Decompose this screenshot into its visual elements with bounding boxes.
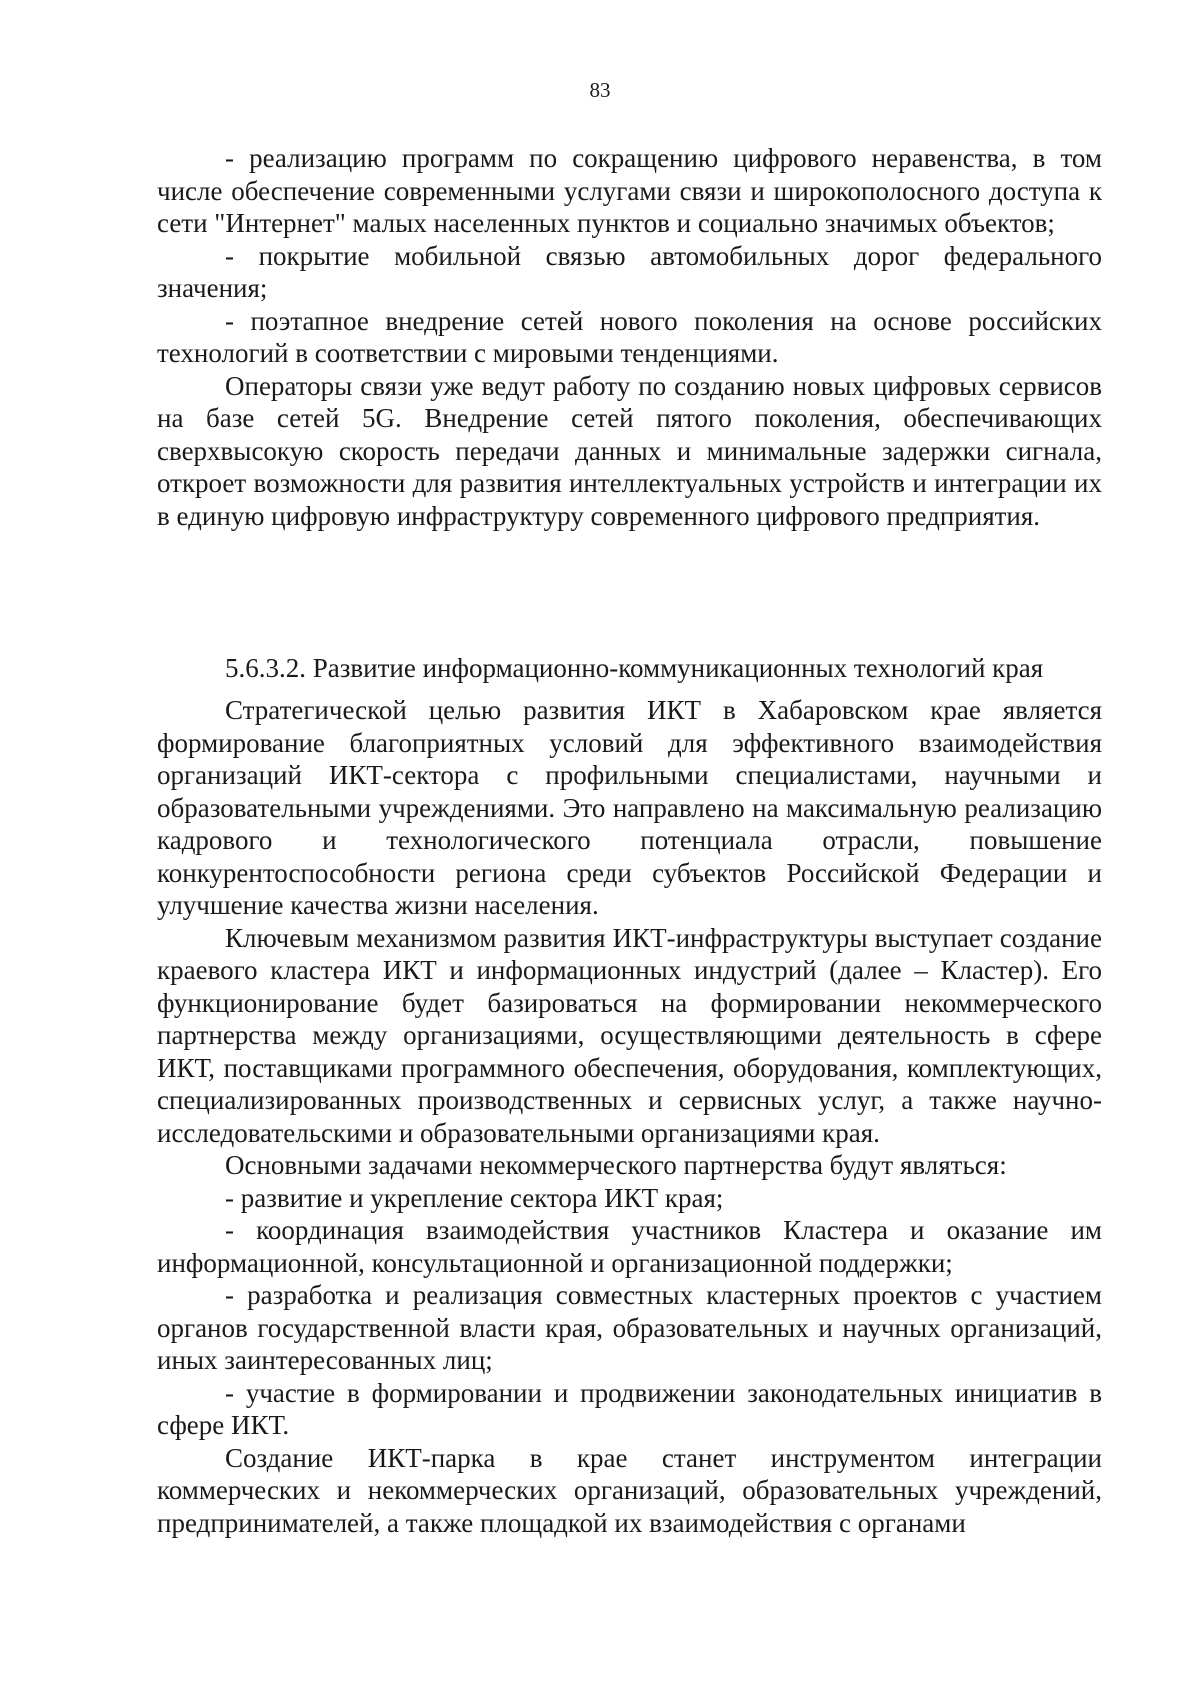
paragraph-5g-operators: Операторы связи уже ведут работу по созданию новых цифровых сервисов на базе сетей 5G. Внедрение сетей пятого поколения, обеспечивающих сверхвысокую скорость передачи данных и минимальные задержки сигнала, откроет возможности для развития интеллектуальных устройств и интеграции их в единую цифровую инфраструктуру современного цифрового предприятия.	[157, 370, 1102, 531]
paragraph-cluster-mechanism: Ключевым механизмом развития ИКТ-инфраструктуры выступает создание краевого кластера ИКТ и информационных индустрий (далее – Кластер). Его функционирование будет базироваться на формировании некоммерческого партнерства между организациями, осуществляющими деятельность в сфере ИКТ, поставщиками программного обеспечения, оборудования, комплектующих, специализированных производственных и сервисных услуг, а также научно-исследовательскими и образовательными организациями края.	[157, 922, 1102, 1148]
paragraph-new-generation-networks: - поэтапное внедрение сетей нового поколения на основе российских технологий в соответствии с мировыми тенденциями.	[157, 305, 1102, 368]
list-item-coordination: - координация взаимодействия участников Кластера и оказание им информационной, консультационной и организационной поддержки;	[157, 1215, 1102, 1278]
paragraph-strategic-goal: Стратегической целью развития ИКТ в Хабаровском крае является формирование благоприятных условий для эффективного взаимодействия организаций ИКТ-сектора с профильными специалистами, научными и образовательными учреждениями. Это направлено на максимальную реализацию кадрового и технологического потенциала отрасли, повышение конкурентоспособности региона среди субъектов Российской Федерации и улучшение качества жизни населения.	[157, 695, 1102, 920]
text-block-ict-development	[157, 694, 1102, 1539]
section-heading: 5.6.3.2. Развитие информационно-коммуникационных технологий края	[225, 653, 1044, 683]
list-item-legislative-initiatives: - участие в формировании и продвижении законодательных инициатив в сфере ИКТ.	[157, 1377, 1102, 1440]
text-block-connectivity	[157, 142, 1102, 532]
page-number: 83	[589, 78, 611, 102]
list-item-sector-development: - развитие и укрепление сектора ИКТ края;	[225, 1182, 724, 1213]
paragraph-mobile-coverage: - покрытие мобильной связью автомобильных дорог федерального значения;	[157, 240, 1102, 303]
list-item-joint-projects: - разработка и реализация совместных кластерных проектов с участием органов государственной власти края, образовательных и научных организаций, иных заинтересованных лиц;	[157, 1280, 1102, 1375]
paragraph-digital-inequality: - реализацию программ по сокращению цифрового неравенства, в том числе обеспечение современными услугами связи и широкополосного доступа к сети "Интернет" малых населенных пунктов и социально значимых объектов;	[157, 143, 1102, 238]
paragraph-partnership-tasks: Основными задачами некоммерческого партнерства будут являться:	[225, 1150, 1007, 1180]
paragraph-ict-park: Создание ИКТ-парка в крае станет инструментом интеграции коммерческих и некоммерческих организаций, образовательных учреждений, предпринимателей, а также площадкой их взаимодействия с органами	[157, 1442, 1102, 1538]
